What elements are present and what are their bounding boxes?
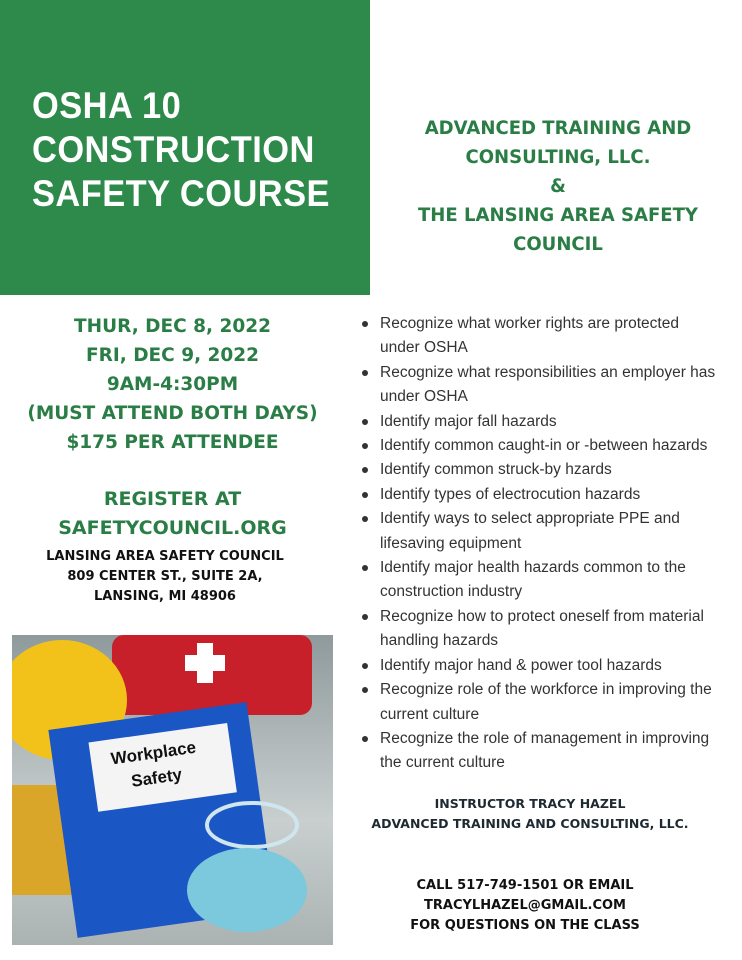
list-item: Identify major hand & power tool hazards xyxy=(360,654,740,678)
instructor-name: INSTRUCTOR TRACY HAZEL xyxy=(434,796,626,811)
contact-info xyxy=(340,876,710,936)
dust-mask xyxy=(187,848,307,932)
title-banner xyxy=(0,0,370,295)
register-link[interactable]: SAFETYCOUNCIL.ORG xyxy=(58,517,287,539)
organizer-line: & xyxy=(550,175,566,197)
organizer-line: COUNCIL xyxy=(513,233,603,255)
time: 9AM-4:30PM xyxy=(106,374,239,395)
safety-equipment-photo xyxy=(12,635,333,945)
list-item: Recognize how to protect oneself from material handling hazards xyxy=(360,605,740,654)
binder-label: Safety xyxy=(130,764,184,791)
title-line: SAFETY COURSE xyxy=(32,173,330,214)
list-item: Identify ways to select appropriate PPE and lifesaving equipment xyxy=(360,507,740,556)
list-item: Identify common caught-in or -between hazards xyxy=(360,434,740,458)
contact-email[interactable]: TRACYLHAZEL@GMAIL.COM xyxy=(424,898,626,913)
register-info xyxy=(0,485,345,543)
date-2: FRI, DEC 9, 2022 xyxy=(85,345,260,366)
course-title xyxy=(32,84,330,216)
attendance-note: (MUST ATTEND BOTH DAYS) xyxy=(27,403,318,424)
list-item: Identify common struck-by hzards xyxy=(360,458,740,482)
address xyxy=(0,547,330,607)
organizer-line: CONSULTING, LLC. xyxy=(465,146,651,168)
list-item: Recognize role of the workforce in improving the current culture xyxy=(360,678,740,727)
organizer-line: THE LANSING AREA SAFETY xyxy=(417,204,698,226)
title-line: OSHA 10 xyxy=(32,85,182,126)
schedule xyxy=(0,312,345,457)
title-line: CONSTRUCTION xyxy=(32,129,315,170)
instructor-company: ADVANCED TRAINING AND CONSULTING, LLC. xyxy=(371,816,689,831)
organizer-line: ADVANCED TRAINING AND xyxy=(424,117,692,139)
objectives-list xyxy=(360,312,740,776)
contact-phone: CALL 517-749-1501 OR EMAIL xyxy=(416,878,634,893)
list-item: Identify major fall hazards xyxy=(360,410,740,434)
list-item: Recognize what worker rights are protected under OSHA xyxy=(360,312,740,361)
register-label: REGISTER AT xyxy=(103,488,242,510)
price: $175 PER ATTENDEE xyxy=(66,432,279,453)
binder-label: Workplace xyxy=(109,737,198,769)
address-line: 809 CENTER ST., SUITE 2A, xyxy=(67,569,263,584)
list-item: Identify major health hazards common to the construction industry xyxy=(360,556,740,605)
date-1: THUR, DEC 8, 2022 xyxy=(73,316,272,337)
list-item: Recognize what responsibilities an employer has under OSHA xyxy=(360,361,740,410)
address-line: LANSING AREA SAFETY COUNCIL xyxy=(46,549,284,564)
organizers xyxy=(387,114,729,259)
instructor-info xyxy=(340,794,720,834)
address-line: LANSING, MI 48906 xyxy=(94,589,236,604)
contact-note: FOR QUESTIONS ON THE CLASS xyxy=(410,918,640,933)
list-item: Recognize the role of management in improving the current culture xyxy=(360,727,740,776)
list-item: Identify types of electrocution hazards xyxy=(360,483,740,507)
